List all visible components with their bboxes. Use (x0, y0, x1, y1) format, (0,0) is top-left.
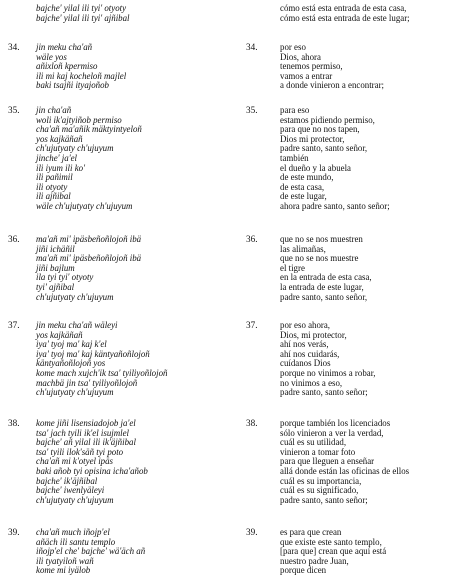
section-number-left: 36. (8, 234, 20, 244)
spanish-line: cómo está esta entrada de esta casa, (280, 3, 407, 13)
mayan-line: ila tyi tyi' otyoty (36, 272, 94, 283)
spanish-line: nuestro padre Juan, (280, 555, 349, 566)
mayan-line: wäle ch'ujutyaty ch'ujuyum (36, 201, 133, 211)
spanish-line: porque dicen (280, 565, 327, 576)
mayan-line: ili ajñibal (36, 191, 71, 202)
mayan-line: yos kajkäñañ (36, 329, 83, 340)
spanish-line: padre santo, santo señor; (280, 387, 368, 398)
mayan-line: käntyañoñlojoñ yos (36, 358, 106, 369)
mayan-line: bajche' iwenlyäleyi (36, 485, 105, 496)
section-number-right: 39. (246, 527, 258, 537)
section-number-right: 37. (246, 320, 258, 330)
spanish-line: que no se nos muestre (280, 253, 359, 264)
mayan-line: ch'ujutyaty ch'ujuyum (36, 143, 114, 154)
mayan-line: cha'añ much iñojp'el (36, 527, 110, 537)
section-number-right: 38. (246, 418, 258, 428)
mayan-line: tyi' ajñibal (36, 282, 75, 292)
spanish-line: porque también los licenciados (280, 418, 391, 428)
spanish-line: ahí nos cuidarás, (280, 348, 340, 359)
mayan-line: ili tyatyiloñ wañ (36, 555, 94, 566)
spanish-line: a donde vinieron a encontrar; (280, 80, 384, 91)
mayan-line: wäle yos (36, 51, 67, 62)
spanish-line: no vinimos a eso, (280, 377, 343, 388)
spanish-line: para que lleguen a enseñar (280, 456, 375, 467)
mayan-line: ili otyoty (36, 181, 68, 192)
spanish-line: por eso ahora, (280, 320, 331, 330)
mayan-line: iya' tyoj ma' kaj k'el (36, 339, 107, 350)
mayan-line: cha'añ ma'añik mäktyintyeloñ (36, 124, 142, 135)
mayan-line: bajche' yilal ili tyi' ajñibal (36, 12, 130, 23)
mayan-line: ch'ujutyaty ch'ujuyum (36, 387, 114, 398)
section-number-left: 34. (8, 42, 20, 52)
section-number-left: 35. (8, 105, 20, 115)
spanish-line: de este mundo, (280, 172, 334, 183)
section-number-right: 34. (246, 42, 258, 52)
mayan-line: baki añob tyi opisina icha'añob (36, 466, 148, 476)
spanish-line: [para que] crean que aquí está (280, 546, 387, 557)
mayan-line: jiñi ichäñil (36, 243, 75, 254)
mayan-line: iya' tyoj ma' kaj käntyañoñlojoñ (36, 348, 150, 359)
spanish-line: estamos pidiendo permiso, (280, 114, 375, 125)
mayan-line: iñojp'el che' bajche' wä'äch añ (36, 546, 146, 557)
mayan-line: jinche' ja'el (36, 153, 78, 163)
spanish-line: cuídanos Dios (280, 358, 331, 369)
section-number-left: 38. (8, 418, 20, 428)
mayan-line: cha'añ mi k'otyel ipäs (36, 456, 113, 467)
mayan-line: bajche' añ yilal ili ik'äjñibal (36, 437, 136, 448)
spanish-line: padre santo, santo señor, (280, 143, 368, 154)
spanish-line: de esta casa, (280, 181, 325, 192)
mayan-line: yos kajkäñañ (36, 133, 83, 144)
spanish-line: cuál es su utilidad, (280, 437, 347, 448)
spanish-line: allá donde están las oficinas de ellos (280, 466, 410, 476)
spanish-line: cómo está esta entrada de este lugar; (280, 12, 410, 23)
spanish-line: de este lugar, (280, 191, 327, 202)
mayan-line: machbä jin tsa' tyiliyoñlojoñ (36, 377, 138, 388)
mayan-line: añäch ili santu templo (36, 536, 116, 547)
spanish-line: Dios, ahora (280, 51, 321, 62)
mayan-line: tsa' jach tyili ik'el isujmlel (36, 427, 130, 438)
mayan-line: jiñi bajlum (36, 262, 75, 273)
mayan-line: ch'ujutyaty ch'ujuyum (36, 494, 114, 505)
mayan-line: kome mach xujch'ik tsa' tyiliyoñlojoñ (36, 368, 168, 378)
mayan-line: baki tsajñi ityajoñob (36, 80, 109, 91)
mayan-line: ili iyum ili ko' (36, 162, 85, 173)
spanish-line: vamos a entrar (280, 70, 333, 81)
section-number-left: 37. (8, 320, 20, 330)
mayan-line: bajche' ik'äjñibal (36, 475, 98, 486)
spanish-line: tenemos permiso, (280, 61, 343, 72)
spanish-line: cuál es su importancia, (280, 475, 362, 486)
spanish-line: que existe este santo templo, (280, 536, 382, 547)
mayan-line: bajche' yilal ili tyi' otyoty (36, 3, 127, 13)
spanish-line: ahora padre santo, santo señor; (280, 201, 390, 211)
mayan-line: woli ik'ajtyiñob permiso (36, 114, 122, 125)
section-number-right: 35. (246, 105, 258, 115)
spanish-line: padre santo, santo señor, (280, 291, 368, 302)
spanish-line: sólo vinieron a ver la verdad, (280, 427, 384, 438)
spanish-line: es para que crean (280, 527, 342, 537)
spanish-line: las alimañas, (280, 243, 326, 254)
mayan-line: ma'añ mi' ipäsbeñoñlojoñ ibä (36, 253, 142, 264)
mayan-line: ili pañimil (36, 172, 73, 183)
mayan-line: tsa' tyili ilok'säñ tyi poto (36, 446, 124, 457)
spanish-line: el dueño y la abuela (280, 162, 351, 173)
mayan-line: ma'añ mi' ipäsbeñoñlojoñ ibä (36, 234, 142, 244)
spanish-line: ahí nos verás, (280, 339, 329, 350)
mayan-line: jin meku cha'añ wäleyi (36, 320, 118, 330)
spanish-line: Dios, mi protector, (280, 329, 347, 340)
spanish-line: vinieron a tomar foto (280, 446, 356, 457)
spanish-line: que no se nos muestren (280, 234, 363, 244)
section-number-right: 36. (246, 234, 258, 244)
spanish-line: en la entrada de esta casa, (280, 272, 372, 283)
spanish-line: la entrada de este lugar, (280, 282, 364, 292)
spanish-line: por eso (280, 42, 306, 52)
spanish-line: el tigre (280, 262, 305, 273)
mayan-line: ch'ujutyaty ch'ujuyum (36, 291, 114, 302)
mayan-line: jin meku cha'añ (36, 42, 93, 52)
spanish-line: también (280, 153, 309, 163)
spanish-line: padre santo, santo señor; (280, 494, 368, 505)
spanish-line: para que no nos tapen, (280, 124, 360, 135)
mayan-line: kome jiñi lisensiadojob ja'el (36, 418, 136, 428)
spanish-line: para eso (280, 105, 310, 115)
mayan-line: kome mi iyälob (36, 565, 91, 576)
spanish-line: cuál es su significado, (280, 485, 359, 496)
section-number-left: 39. (8, 527, 20, 537)
mayan-line: jin cha'añ (36, 105, 72, 115)
spanish-line: porque no vinimos a robar, (280, 368, 376, 378)
mayan-line: ili mi kaj kocheloñ majlel (36, 70, 127, 81)
spanish-line: Dios mi protector, (280, 133, 345, 144)
mayan-line: añixloñ kpermiso (36, 61, 98, 72)
